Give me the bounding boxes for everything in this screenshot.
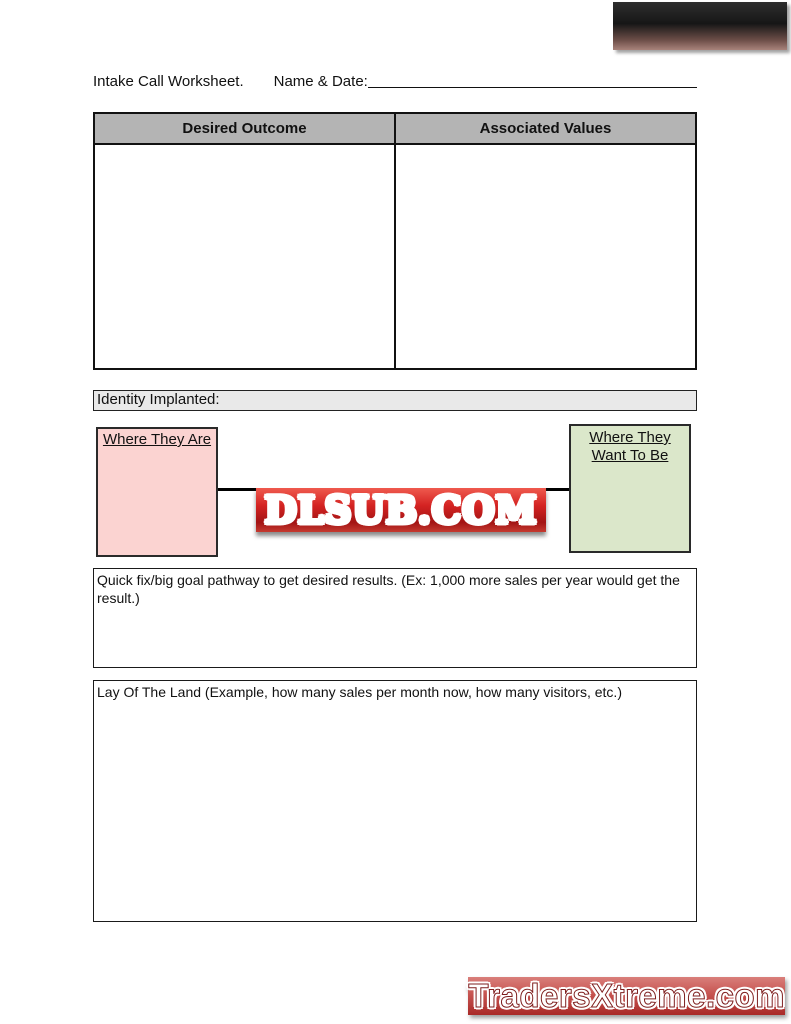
outcome-values-table: [93, 112, 697, 370]
name-date-label: Name & Date:: [273, 73, 368, 90]
desired-outcome-cell: [95, 145, 396, 368]
identity-implanted-bar: Identity Implanted:: [93, 390, 697, 411]
quick-fix-box: Quick fix/big goal pathway to get desired results. (Ex: 1,000 more sales per year would get the result.): [93, 568, 697, 668]
where-they-want-to-be-box: [569, 424, 691, 553]
title-row: [93, 72, 697, 92]
tc4s-logo: [613, 2, 787, 50]
dlsub-logo: DLSUB.COM: [256, 488, 546, 532]
column-header-desired-outcome: Desired Outcome: [95, 114, 396, 145]
column-header-associated-values: Associated Values: [396, 114, 695, 145]
tradersxtreme-logo: TradersXtreme.com: [468, 977, 785, 1014]
name-date-blank-line: [368, 87, 697, 88]
page-title: Intake Call Worksheet.: [93, 73, 244, 90]
where-they-are-box: [96, 427, 218, 557]
lay-of-the-land-box: Lay Of The Land (Example, how many sales per month now, how many visitors, etc.): [93, 680, 697, 922]
where-they-want-label-line1: Where They: [589, 429, 671, 446]
where-they-are-label: Where They Are: [102, 431, 212, 448]
associated-values-cell: [396, 145, 695, 368]
where-they-want-label-line2: Want To Be: [591, 447, 669, 464]
